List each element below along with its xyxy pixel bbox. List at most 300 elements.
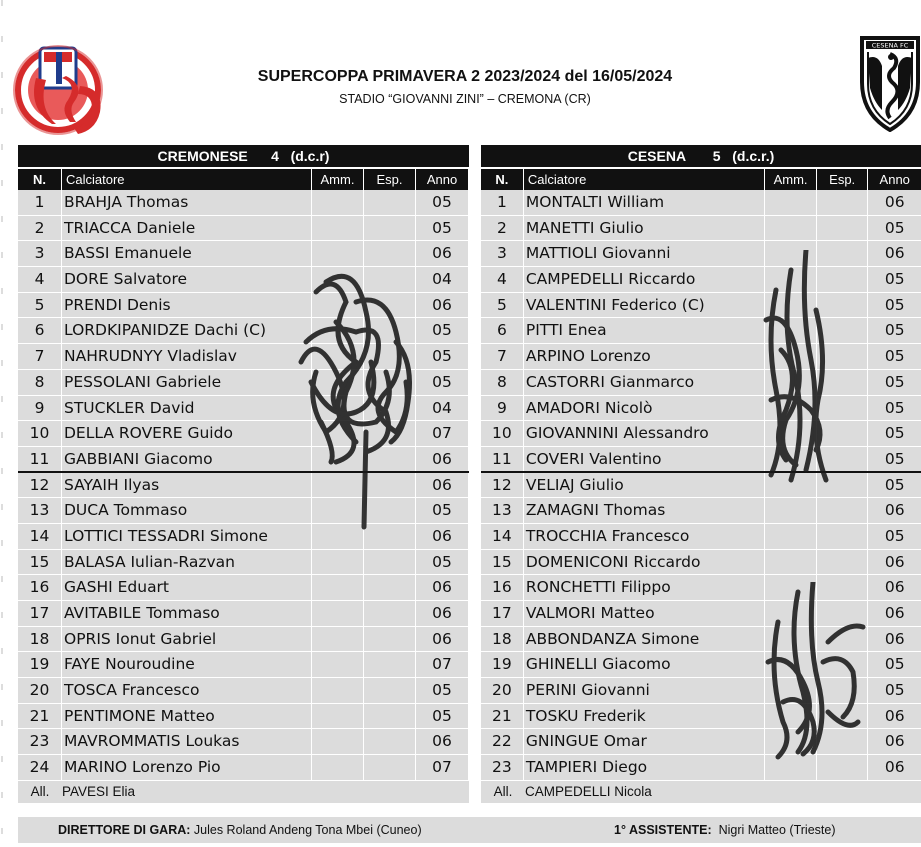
player-booked-cell [312, 652, 364, 677]
referee-name: Jules Roland Andeng Tona Mbei (Cuneo) [193, 823, 422, 837]
player-number: 17 [18, 601, 62, 626]
player-year: 06 [416, 241, 469, 266]
player-name: MONTALTI William [524, 190, 765, 215]
player-year: 05 [884, 295, 905, 314]
player-year: 06 [416, 473, 469, 498]
player-name: TAMPIERI Diego [524, 755, 765, 780]
player-booked-cell [765, 293, 817, 318]
player-name: PERINI Giovanni [524, 678, 765, 703]
player-name: GABBIANI Giacomo [62, 447, 312, 471]
player-year: 06 [884, 604, 905, 622]
player-year: 05 [884, 398, 905, 417]
player-booked-cell [312, 447, 364, 471]
player-sentoff-cell [364, 678, 416, 703]
player-sentoff-cell [817, 216, 869, 241]
player-name: ZAMAGNI Thomas [524, 498, 765, 523]
col-player: Calciatore [524, 169, 765, 190]
player-number: 18 [18, 627, 62, 652]
player-booked-cell [312, 396, 364, 421]
player-year: 05 [884, 526, 905, 545]
col-year: Anno [879, 172, 910, 187]
player-number: 11 [18, 447, 62, 471]
player-name: ABBONDANZA Simone [524, 627, 765, 652]
player-year: 05 [884, 681, 905, 700]
player-name: PENTIMONE Matteo [62, 704, 312, 729]
player-name: AMADORI Nicolò [524, 396, 765, 421]
player-booked-cell [312, 421, 364, 446]
assistant1-name: Nigri Matteo (Trieste) [718, 823, 836, 837]
player-booked-cell [765, 370, 817, 395]
player-number: 19 [481, 652, 524, 677]
table-row [481, 344, 921, 370]
player-booked-cell [312, 575, 364, 600]
player-booked-cell [312, 241, 364, 266]
player-name: FAYE Nouroudine [62, 652, 312, 677]
player-booked-cell [312, 678, 364, 703]
table-row [481, 318, 921, 344]
player-number: 8 [481, 370, 524, 395]
player-booked-cell [312, 627, 364, 652]
col-number: N. [18, 169, 62, 190]
table-row [18, 190, 469, 216]
player-year: 06 [884, 501, 905, 520]
home-team-name: CREMONESE [157, 148, 248, 164]
player-number: 15 [481, 550, 524, 575]
player-booked-cell [765, 524, 817, 549]
table-row [481, 370, 921, 396]
player-number: 9 [481, 396, 524, 421]
referee-label: DIRETTORE DI GARA: [58, 823, 191, 837]
player-booked-cell [765, 396, 817, 421]
table-row [18, 498, 469, 524]
player-booked-cell [312, 473, 364, 498]
player-booked-cell [765, 550, 817, 575]
player-booked-cell [312, 704, 364, 729]
player-number: 13 [481, 498, 524, 523]
col-sentoff: Esp. [364, 169, 416, 190]
player-sentoff-cell [817, 396, 869, 421]
player-sentoff-cell [364, 627, 416, 652]
player-sentoff-cell [364, 216, 416, 241]
player-booked-cell [312, 344, 364, 369]
player-booked-cell [312, 601, 364, 626]
player-sentoff-cell [364, 755, 416, 780]
player-number: 13 [18, 498, 62, 523]
player-name: BRAHJA Thomas [62, 190, 312, 215]
player-sentoff-cell [817, 652, 869, 677]
player-booked-cell [312, 216, 364, 241]
home-coach-name: PAVESI Elia [62, 783, 136, 799]
col-sentoff: Esp. [817, 169, 869, 190]
player-name: LOTTICI TESSADRI Simone [62, 524, 312, 549]
player-sentoff-cell [364, 729, 416, 754]
player-sentoff-cell [364, 652, 416, 677]
player-sentoff-cell [364, 704, 416, 729]
cremonese-logo-icon [12, 38, 112, 138]
player-year: 06 [416, 293, 469, 318]
player-year: 05 [884, 475, 905, 494]
player-booked-cell [765, 755, 817, 780]
player-name: VALMORI Matteo [524, 601, 765, 626]
player-booked-cell [312, 755, 364, 780]
player-year: 05 [416, 550, 469, 575]
assistant1-info [614, 817, 835, 843]
player-booked-cell [765, 729, 817, 754]
player-number: 4 [481, 267, 524, 292]
player-number: 18 [481, 627, 524, 652]
player-year: 07 [416, 421, 469, 446]
player-number: 4 [18, 267, 62, 292]
player-name: COVERI Valentino [524, 447, 765, 471]
player-name: CAMPEDELLI Riccardo [524, 267, 765, 292]
player-sentoff-cell [364, 241, 416, 266]
stadium-subtitle: STADIO “GIOVANNI ZINI” – CREMONA (CR) [339, 92, 591, 106]
player-sentoff-cell [364, 524, 416, 549]
player-year: 05 [416, 216, 469, 241]
home-coach-row [18, 781, 469, 803]
player-booked-cell [312, 267, 364, 292]
player-booked-cell [765, 447, 817, 471]
player-name: RONCHETTI Filippo [524, 575, 765, 600]
match-title: SUPERCOPPA PRIMAVERA 2 2023/2024 del 16/05/2024 [257, 68, 673, 85]
table-row [18, 370, 469, 396]
player-name: DUCA Tommaso [62, 498, 312, 523]
player-booked-cell [765, 421, 817, 446]
player-booked-cell [312, 729, 364, 754]
player-sentoff-cell [817, 678, 869, 703]
player-number: 6 [18, 318, 62, 343]
table-row [18, 627, 469, 653]
player-name: TOSCA Francesco [62, 678, 312, 703]
player-year: 06 [884, 193, 905, 211]
home-column-headers [18, 167, 469, 190]
player-number: 20 [18, 678, 62, 703]
player-year: 05 [884, 347, 905, 366]
referee-info [58, 817, 422, 843]
player-booked-cell [765, 318, 817, 343]
player-name: MAVROMMATIS Loukas [62, 729, 312, 754]
player-booked-cell [765, 473, 817, 498]
player-booked-cell [765, 704, 817, 729]
player-number: 21 [481, 704, 524, 729]
player-number: 11 [481, 447, 524, 471]
player-year: 06 [416, 627, 469, 652]
player-name: NAHRUDNYY Vladislav [62, 344, 312, 369]
home-team-header [18, 145, 469, 167]
away-team-note: (d.c.r.) [732, 148, 775, 164]
player-name: BALASA Iulian-Razvan [62, 550, 312, 575]
player-year: 06 [416, 524, 469, 549]
player-sentoff-cell [364, 370, 416, 395]
away-coach-row [481, 781, 921, 803]
player-number: 10 [18, 421, 62, 446]
player-name: CASTORRI Gianmarco [524, 370, 765, 395]
player-number: 3 [481, 241, 524, 266]
player-sentoff-cell [364, 421, 416, 446]
player-number: 2 [18, 216, 62, 241]
away-team-header [481, 145, 921, 167]
player-booked-cell [765, 652, 817, 677]
player-sentoff-cell [364, 447, 416, 471]
player-sentoff-cell [817, 421, 869, 446]
player-sentoff-cell [817, 241, 869, 266]
player-year: 05 [884, 372, 905, 391]
player-sentoff-cell [817, 293, 869, 318]
table-row [481, 729, 921, 755]
player-year: 06 [884, 578, 905, 597]
player-name: GNINGUE Omar [524, 729, 765, 754]
player-year: 07 [416, 755, 469, 780]
away-player-list [481, 190, 921, 781]
player-sentoff-cell [364, 601, 416, 626]
table-row [481, 575, 921, 601]
player-booked-cell [765, 216, 817, 241]
officials-row [18, 817, 921, 843]
table-row [481, 421, 921, 447]
player-name: PESSOLANI Gabriele [62, 370, 312, 395]
player-number: 23 [481, 755, 524, 780]
player-sentoff-cell [364, 293, 416, 318]
player-sentoff-cell [364, 550, 416, 575]
table-row [18, 601, 469, 627]
table-row [18, 396, 469, 422]
player-sentoff-cell [817, 344, 869, 369]
away-coach-label: All. [493, 783, 513, 799]
cesena-logo-text: CESENA FC [871, 41, 909, 50]
table-row [481, 241, 921, 267]
player-name: TOSKU Frederik [524, 704, 765, 729]
player-name: GHINELLI Giacomo [524, 652, 765, 677]
player-year: 07 [416, 652, 469, 677]
player-sentoff-cell [817, 473, 869, 498]
player-number: 1 [481, 190, 524, 215]
player-name: PITTI Enea [524, 318, 765, 343]
player-year: 05 [884, 321, 905, 340]
player-year: 06 [884, 244, 905, 263]
player-name: MATTIOLI Giovanni [524, 241, 765, 266]
player-booked-cell [765, 678, 817, 703]
table-row [18, 678, 469, 704]
player-year: 04 [416, 267, 469, 292]
player-sentoff-cell [364, 267, 416, 292]
player-sentoff-cell [364, 190, 416, 215]
player-number: 14 [18, 524, 62, 549]
table-row [18, 473, 469, 499]
away-team-name: CESENA [627, 148, 686, 164]
player-year: 06 [416, 447, 469, 471]
player-sentoff-cell [364, 344, 416, 369]
table-row [481, 627, 921, 653]
table-row [18, 447, 469, 473]
player-number: 5 [481, 293, 524, 318]
table-row [481, 524, 921, 550]
home-player-list [18, 190, 469, 781]
player-sentoff-cell [817, 498, 869, 523]
away-column-headers [481, 167, 921, 190]
table-row [481, 678, 921, 704]
player-number: 22 [481, 729, 524, 754]
player-sentoff-cell [817, 704, 869, 729]
player-sentoff-cell [817, 370, 869, 395]
player-year: 04 [416, 396, 469, 421]
player-sentoff-cell [817, 550, 869, 575]
player-sentoff-cell [817, 447, 869, 471]
player-number: 2 [481, 216, 524, 241]
player-sentoff-cell [817, 318, 869, 343]
player-year: 06 [884, 552, 905, 571]
table-row [481, 550, 921, 576]
col-booked: Amm. [765, 169, 817, 190]
player-number: 14 [481, 524, 524, 549]
col-booked: Amm. [312, 169, 364, 190]
player-booked-cell [765, 344, 817, 369]
player-name: ARPINO Lorenzo [524, 344, 765, 369]
home-team-note: (d.c.r) [290, 148, 330, 164]
player-year: 05 [884, 218, 905, 237]
player-booked-cell [765, 575, 817, 600]
player-number: 12 [481, 473, 524, 498]
player-sentoff-cell [817, 601, 869, 626]
home-team-score: 4 [271, 148, 279, 164]
player-booked-cell [312, 190, 364, 215]
player-number: 7 [18, 344, 62, 369]
home-coach-label: All. [30, 783, 50, 799]
player-name: DELLA ROVERE Guido [62, 421, 312, 446]
player-booked-cell [312, 550, 364, 575]
player-number: 20 [481, 678, 524, 703]
player-booked-cell [765, 601, 817, 626]
table-row [481, 601, 921, 627]
table-row [18, 267, 469, 293]
away-team-sheet [481, 144, 921, 803]
player-year: 05 [416, 318, 469, 343]
player-number: 5 [18, 293, 62, 318]
player-year: 05 [416, 704, 469, 729]
cesena-logo-icon [858, 32, 921, 132]
player-booked-cell [765, 241, 817, 266]
table-row [481, 267, 921, 293]
player-year: 05 [884, 655, 905, 674]
player-number: 7 [481, 344, 524, 369]
player-number: 3 [18, 241, 62, 266]
table-row [481, 704, 921, 730]
player-name: GASHI Eduart [62, 575, 312, 600]
table-row [481, 216, 921, 242]
table-row [18, 755, 469, 781]
home-team-sheet [18, 144, 469, 803]
player-year: 06 [884, 732, 905, 751]
player-year: 05 [884, 424, 905, 443]
player-year: 05 [884, 449, 905, 468]
player-sentoff-cell [817, 267, 869, 292]
player-name: MARINO Lorenzo Pio [62, 755, 312, 780]
table-row [18, 524, 469, 550]
player-year: 05 [416, 678, 469, 703]
player-number: 19 [18, 652, 62, 677]
player-sentoff-cell [364, 473, 416, 498]
player-number: 8 [18, 370, 62, 395]
player-year: 06 [416, 575, 469, 600]
table-row [481, 396, 921, 422]
player-booked-cell [765, 267, 817, 292]
player-booked-cell [312, 318, 364, 343]
table-row [481, 755, 921, 781]
player-number: 17 [481, 601, 524, 626]
table-row [18, 318, 469, 344]
player-year: 05 [416, 344, 469, 369]
table-row [18, 704, 469, 730]
player-sentoff-cell [817, 524, 869, 549]
player-sentoff-cell [817, 190, 869, 215]
col-year: Anno [416, 169, 469, 190]
player-sentoff-cell [364, 318, 416, 343]
table-row [18, 344, 469, 370]
player-sentoff-cell [817, 627, 869, 652]
player-sentoff-cell [817, 755, 869, 780]
player-number: 10 [481, 421, 524, 446]
player-year: 05 [416, 370, 469, 395]
player-year: 05 [884, 270, 905, 289]
player-booked-cell [312, 498, 364, 523]
player-name: BASSI Emanuele [62, 241, 312, 266]
player-year: 05 [416, 190, 469, 215]
table-row [481, 190, 921, 216]
table-row [481, 293, 921, 319]
player-sentoff-cell [817, 575, 869, 600]
col-player: Calciatore [62, 169, 312, 190]
table-row [18, 550, 469, 576]
player-name: DORE Salvatore [62, 267, 312, 292]
player-name: STUCKLER David [62, 396, 312, 421]
table-row [18, 575, 469, 601]
player-booked-cell [765, 190, 817, 215]
player-number: 16 [18, 575, 62, 600]
player-name: OPRIS Ionut Gabriel [62, 627, 312, 652]
player-name: TRIACCA Daniele [62, 216, 312, 241]
player-number: 1 [18, 190, 62, 215]
away-coach-name: CAMPEDELLI Nicola [525, 783, 652, 799]
player-year: 06 [416, 729, 469, 754]
player-year: 06 [884, 706, 905, 725]
player-booked-cell [312, 370, 364, 395]
player-year: 06 [884, 629, 905, 648]
player-number: 15 [18, 550, 62, 575]
player-year: 06 [416, 601, 469, 626]
player-number: 21 [18, 704, 62, 729]
player-number: 16 [481, 575, 524, 600]
player-name: SAYAIH Ilyas [62, 473, 312, 498]
player-number: 24 [18, 755, 62, 780]
player-name: VALENTINI Federico (C) [524, 293, 765, 318]
player-sentoff-cell [817, 729, 869, 754]
table-row [18, 241, 469, 267]
player-name: GIOVANNINI Alessandro [524, 421, 765, 446]
player-booked-cell [312, 293, 364, 318]
player-name: PRENDI Denis [62, 293, 312, 318]
table-row [18, 652, 469, 678]
player-sentoff-cell [364, 575, 416, 600]
away-team-score: 5 [712, 148, 721, 164]
player-year: 06 [884, 758, 905, 777]
player-number: 12 [18, 473, 62, 498]
table-row [18, 216, 469, 242]
table-row [481, 447, 921, 473]
player-name: LORDKIPANIDZE Dachi (C) [62, 318, 312, 343]
assistant1-label: 1° ASSISTENTE: [614, 823, 712, 837]
player-number: 6 [481, 318, 524, 343]
player-number: 23 [18, 729, 62, 754]
player-booked-cell [765, 627, 817, 652]
